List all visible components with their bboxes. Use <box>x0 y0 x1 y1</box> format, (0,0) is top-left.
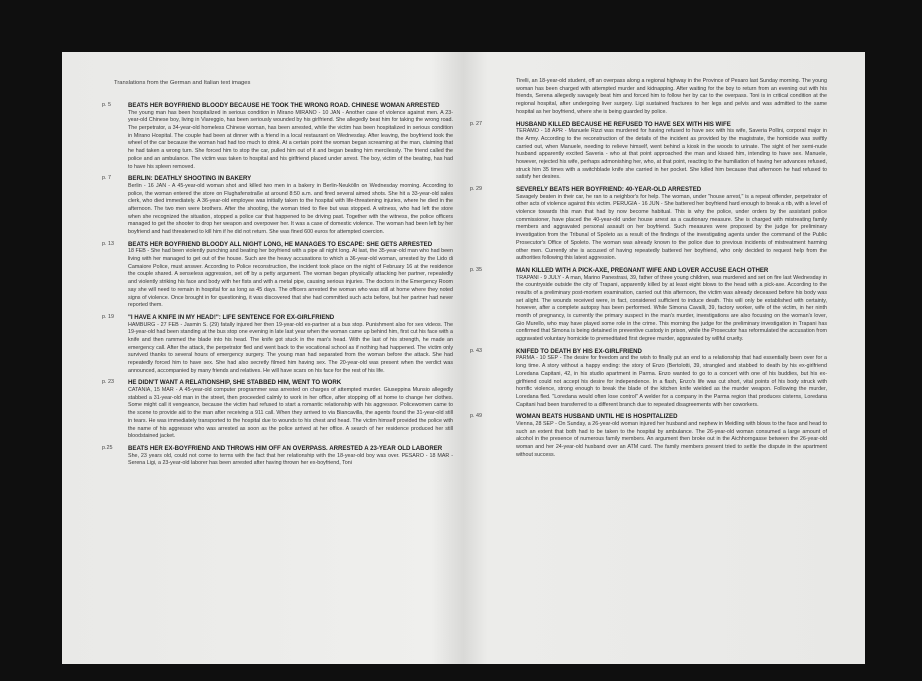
entry-body: HAMBURG - 27 FEB - Jasmin S. (29) fatally injured her then 19-year-old ex-partner at a bus stop. Punishment also for sex videos. The 19-year-old had been standing at the bus stop one evening in late last year when the woman came up behind him, first cut his face with a knife and then rammed the blade into his head. The knife got stuck in the man's head. With the last of his strength, he made an emergency call. After the attack, the perpetrator fled and went back to the vocational school as if nothing had happened. The victim only survived thanks to several hours of emergency surgery. The young man had separated from the woman before the attack. She had repeatedly forced him to have sex. She had also secretly filmed him having sex. The 20-year-old was present when the verdict was announced, accompanied by many friends and relatives. He will have scars on his face for the rest of his life. <box>128 321 453 374</box>
news-entry <box>466 413 865 459</box>
page-reference: p. 29 <box>470 186 482 193</box>
entry-headline: SEVERELY BEATS HER BOYFRIEND: 40-YEAR-OLD ARRESTED <box>516 186 702 194</box>
page-reference: p. 27 <box>470 120 482 127</box>
entry-headline: BEATS HER EX-BOYFRIEND AND THROWS HIM OFF AN OVERPASS. ARRESTED A 23-YEAR OLD LABORER <box>128 444 443 452</box>
news-entry <box>466 121 865 183</box>
entry-headline: BERLIN: DEATHLY SHOOTING IN BAKERY <box>128 175 252 183</box>
page-reference: p. 35 <box>470 266 482 273</box>
entry-body: She, 23 years old, could not come to terms with the fact that her relationship with the 18-year-old boy was over. PESARO - 18 MAR - Serena Ligi, a 23-year-old laborer has been arrested after having thrown her ex-boyfriend, Toni <box>128 452 453 467</box>
entry-body: PARMA - 10 SEP - The desire for freedom and the wish to finally put an end to a relationship that had essentially been over for a long time. A story without a happy ending: the story of Enzo (Bertolotti, 39, strangled and stabbed to death by his ex-girlfriend Loredana Capitani, 42, in his studio apartment in Parma. Enzo wanted to go to a concert with one of his buddies, but his ex-girlfriend could not accept his desire for independence. In a flash, Enzo's life was cut short, vital points of his body struck with horrific violence, strong enough to break the blade of the kitchen knife wielded as the murder weapon. Following the murder, Loredana fled. "Loredana would often lose control" A welder for a company in the Parma region that produces cisterns, Loredana Capitani had been transferred to a different branch due to repeated disagreements with her coworkers. <box>516 355 827 408</box>
news-entry <box>62 102 463 171</box>
entry-body: Vienna, 28 SEP - On Sunday, a 26-year-old woman injured her husband and nephew in Meidling with blows to the face and head to such an extent that both had to be taken to the hospital by ambulance. The 26-year-old woman consumed a large amount of alcohol in the presence of numerous family members. An argument then broke out in the Aichhorngasse between the 26-year-old woman and her 24-year-old husband over an ATM card. The family members present tried to settle the dispute in the apartment without success. <box>516 420 827 458</box>
entry-headline: "I HAVE A KNIFE IN MY HEAD!": LIFE SENTENCE FOR EX-GIRLFRIEND <box>128 313 335 321</box>
news-entry <box>62 379 463 441</box>
news-entry <box>62 175 463 237</box>
page-reference: p. 7 <box>102 175 111 182</box>
entry-body: The young man has been hospitalized in serious condition in Mirano MIRANO - 10 JAN - Another case of violence against men. A 23-year-old Chinese boy, living in Viareggio, has been seriously wounded by his girlfriend. She allegedly beat him for taking the wrong road. The perpetrator, a 34-year-old homeless Chinese woman, has been arrested, while the victim has been hospitalized in serious condition in Mirano Hospital. The couple had been at dinner with a friend in a local restaurant on Wednesday. After leaving, the boyfriend took the wheel of the car because the woman had had too much to drink. At a certain point the woman began screaming at the man, claiming that he had taken a wrong turn. She forced him to stop the car, pulled him out of it and began beating him mercilessly. The friend called the police and an ambulance. The victim was taken to hospital and his girlfriend placed under arrest. The boy, victim of the beating, has had to have his spleen removed. <box>128 109 453 170</box>
entry-headline: BEATS HER BOYFRIEND BLOODY BECAUSE HE TOOK THE WRONG ROAD. CHINESE WOMAN ARRESTED <box>128 102 440 109</box>
entry-body: TRAPANI - 9 JULY - A man, Marino Panestrasi, 39, father of three young children, was murdered and set on fire last Wednesday in the countryside outside the city of Trapani, apparently killed by at least eight blows to the head with a pick-axe. According to the results of a preliminary post-mortem examination, carried out this afternoon, the victim was already deceased before his body was set alight. The wounds received were, in fact, considered sufficient to induce death. This will only be established with certainty, however, after a complete autopsy has been performed. While Simona Cavalli, 39, factory worker, wife of the victim, in her ninth month of pregnancy, is currently the primary suspect in the man's murder, investigations are also focusing on the woman's lover, Gio Murello, who may have played some role in the crime. This morning the judge for the preliminary investigation in Trapani has confirmed that Simona is being detained in preventive custody in prison, while the Prosecutor has reformulated the accusation from aggravated voluntary homicide to premeditated first degree murder, aggravated by willful cruelty. <box>516 274 827 343</box>
news-entry <box>62 314 463 376</box>
page-reference: p. 43 <box>470 347 482 354</box>
right-entry-list <box>466 78 865 464</box>
entry-headline: KNIFED TO DEATH BY HIS EX-GIRLFRIEND <box>516 347 642 355</box>
entry-body: 18 FEB - She had been violently punching and beating her boyfriend with a pipe all night long. At last, the 35-year-old man who had been living with her managed to get out of the house. Such are the heavy accusations to which a 36-year-old woman, arrested by the Lido di Camaiore Police, must answer. According to Police reconstruction, the incident took place on the night of February 16 at the residence the couple shared. A senseless aggression, set off by a petty argument. The woman began physically attacking her partner, repeatedly and violently striking his face and body with her fists and with a metal pipe, causing serious injuries. The doctors in the Emergency Room say she will need to remain in hospital for as long as 45 days. The officers arrested the woman who was still at home where they noted signs of violence. Once brought in for questioning, it was discovered that she had committed such acts before, but her partner had never reported them. <box>128 248 453 309</box>
page-reference: p. 5 <box>102 102 111 108</box>
continued-text: Tirelli, an 18-year-old student, off an overpass along a regional highway in the Province of Pesaro last Sunday morning. The young woman has been charged with attempted murder and kidnapping. After waiting for the boy to return from an evening out with his friends, Serena allegedly savagely beat him and forced him to follow her by car to the overpass. Toni is in critical condition at the regional hospital, after undergoing liver surgery. Ligi sustained fractures to her legs and pelvis and was admitted to the same hospital as her boyfriend, where she is being guarded by police. <box>516 78 827 115</box>
left-entry-list <box>62 102 463 472</box>
entry-body: TERAMO - 18 APR - Manuele Rizzi was murdered for having refused to have sex with his wife, Saveria Pollini, corporal major in the Army. According to the reconstruction of the details of the incident as provided by the magistrate, the homicide was swiftly carried out, when Manuele, needing to relieve himself, went behind a kiosk in the woods to urinate. The sight of her semi-nude husband apparently excited Saveria - who at that point approached the man and kissed him, intending to have sex. Manuele, however, rejected his wife, perhaps admonishing her, who, at that point, reacting to the humiliation of having her advances refused, struck him 35 times with a switchblade knife she carried in her pocket. She killed him because that afternoon he had refused to satisfy her desires. <box>516 128 827 181</box>
page-reference: p. 49 <box>470 413 482 420</box>
entry-headline: BEATS HER BOYFRIEND BLOODY ALL NIGHT LONG, HE MANAGES TO ESCAPE: SHE GETS ARRESTED <box>128 240 433 248</box>
entry-body: Savagely beaten in their car, he ran to a neighbor's for help. The woman, under "house arrest," is a repeat offender, perpetrator of other acts of violence against this victim. PERUGIA - 16 JUN - She battered her boyfriend hard enough to break a rib, with a level of violence towards this man that had by now become habitual. This is why the police, under orders by the assistant police commissioner, have placed the 40-year-old under house arrest as a cautionary measure. She is charged with mistreating family members and aggravated personal assault on her boyfriend. Such measures were proposed by the judge for preliminary investigation from the Tribunal of Spoleto as a result of the findings of the investigating agents under the command of the Public Prosecutor's Office of Spoleto. The woman was already known to the police due to previous incidents of mistreatment harming other men. Currently she is accused of having repeatedly battered her boyfriend, who only decided to request help from the authorities following this latest aggression. <box>516 193 827 262</box>
entry-headline: MAN KILLED WITH A PICK-AXE, PREGNANT WIFE AND LOVER ACCUSE EACH OTHER <box>516 266 769 274</box>
page-reference: p. 23 <box>102 379 114 386</box>
news-entry <box>62 445 463 468</box>
entry-headline: WOMAN BEATS HUSBAND UNTIL HE IS HOSPITALIZED <box>516 413 678 421</box>
page-reference: p. 13 <box>102 240 114 247</box>
book-spread <box>62 52 865 664</box>
news-entry <box>466 267 865 344</box>
entry-headline: HUSBAND KILLED BECAUSE HE REFUSED TO HAVE SEX WITH HIS WIFE <box>516 120 731 128</box>
entry-body: Berlin - 16 JAN - A 45-year-old woman shot and killed two men in a bakery in Berlin-Neukölln on Wednesday morning. According to police, the woman entered the store on Flughafenstraße at around 8:50 a.m. and fired several aimed shots. She hit a 33-year-old sales clerk, who died immediately. A 36-year-old employee was initially taken to the hospital with life-threatening injuries, where he died in the afternoon. The two men were brothers. After the shooting, the woman tried to flee but was stopped. A witness, who had left the store when she recognized the situation, stopped a police car that happened to be driving past. Together with the witness, the police officers managed to get the shooter to drop her weapon and overpower her. It was a case of domestic violence. The woman had been left by her boyfriend and had threatened to kill him if he did not return. She was fined 600 euros for attempted coercion. <box>128 182 453 236</box>
entry-body: CATANIA, 15 MAR - A 45-year-old computer programmer was arrested on charges of attempted murder. Giuseppina Munsio allegedly stabbed a 31-year-old man in the street, then proceeded calmly to work in her office, after stopping off at home to change her clothes. Some might call it vengeance, because the victim had refused to start a romantic relationship with his aggressor. Policewomen came to the scene to provide aid to the man after receiving a 911 call. When they arrived to via Biancavilla, the agents found the 31-year-old still in tears. He was immediately transported to the hospital due to wounds to his chest and head. The victim himself provided the police with the name of his aggressor who was arrested as soon as the police arrived at her office. A search of her residence produced her still bloodstained jacket. <box>128 387 453 440</box>
news-entry <box>466 348 865 410</box>
right-page <box>466 52 865 664</box>
news-entry <box>466 186 865 263</box>
news-entry <box>62 241 463 310</box>
left-page <box>62 52 463 664</box>
running-head: Translations from the German and Italian text images <box>114 80 251 86</box>
page-reference: p.25 <box>102 444 113 451</box>
entry-headline: HE DIDN'T WANT A RELATIONSHIP, SHE STABBED HIM, WENT TO WORK <box>128 379 342 387</box>
page-reference: p. 19 <box>102 313 114 320</box>
